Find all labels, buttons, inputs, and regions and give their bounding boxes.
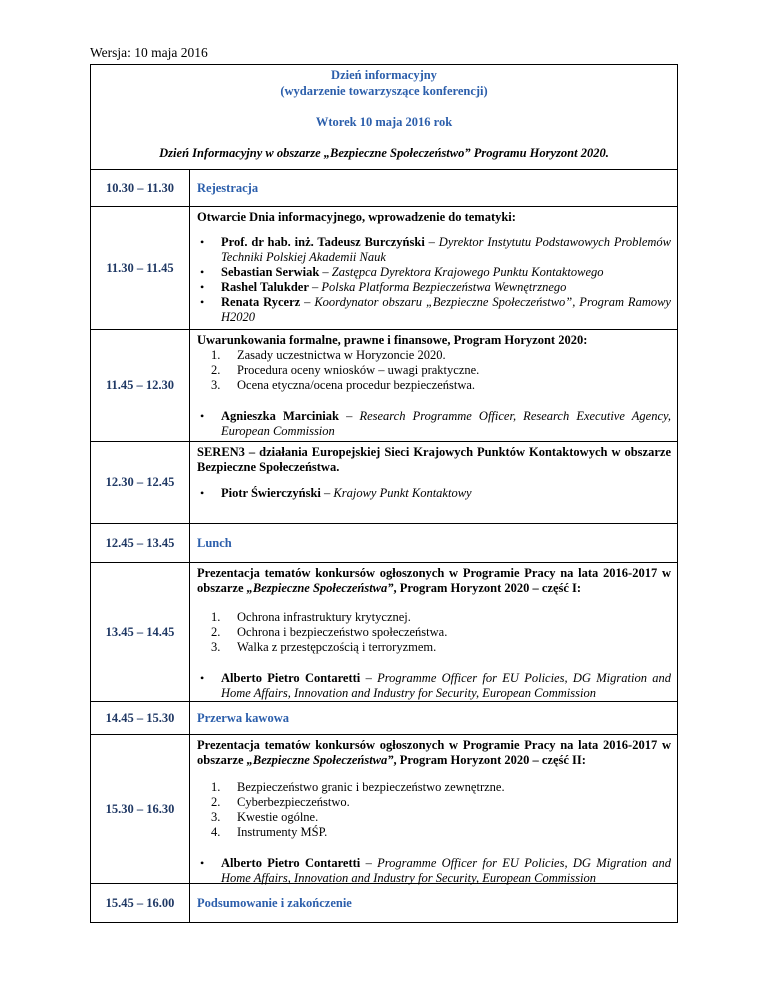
agenda-row — [91, 735, 677, 884]
speaker-name: Renata Rycerz — [221, 295, 301, 309]
session-content — [190, 702, 677, 734]
topic-item — [197, 780, 671, 795]
topic-text: Walka z przestępczością i terroryzmem. — [237, 640, 437, 654]
session-content — [190, 563, 677, 701]
session-title: Rejestracja — [197, 180, 259, 195]
speaker-name: Alberto Pietro Contaretti — [221, 856, 361, 870]
topic-text: Bezpieczeństwo granic i bezpieczeństwo zewnętrzne. — [237, 780, 505, 794]
session-title: Uwarunkowania formalne, prawne i finansowe, Program Horyzont 2020: — [197, 333, 588, 347]
topic-item — [197, 640, 671, 655]
topic-item — [197, 810, 671, 825]
topic-number: 2. — [211, 625, 221, 639]
topic-item — [197, 795, 671, 810]
agenda-row — [91, 563, 677, 702]
speaker-list — [197, 235, 671, 325]
topic-number: 2. — [211, 795, 221, 809]
speaker-role: Krajowy Punkt Kontaktowy — [333, 486, 472, 500]
topic-item — [197, 625, 671, 640]
speaker-role: Dyrektor Instytutu Podstawowych Problemów Techniki Polskiej Akademii Nauk — [221, 235, 671, 264]
topic-item — [197, 348, 671, 363]
topic-item — [197, 610, 671, 625]
speaker-list — [197, 486, 671, 501]
speaker-item: • Rashel Talukder – Polska Platforma Bezpieczeństwa Wewnętrznego — [197, 280, 671, 295]
agenda-row — [91, 884, 677, 922]
session-title: Lunch — [197, 535, 232, 550]
speaker-role: Koordynator obszaru „Bezpieczne Społeczeństwo”, Program Ramowy H2020 — [221, 295, 671, 324]
session-title: Przerwa kawowa — [197, 710, 289, 725]
topic-text: Ochrona i bezpieczeństwo społeczeństwa. — [237, 625, 448, 639]
topic-number: 3. — [211, 810, 221, 824]
session-title: Podsumowanie i zakończenie — [197, 895, 352, 910]
agenda-table — [90, 64, 678, 923]
session-title-part: , Program Horyzont 2020 – część I: — [393, 581, 582, 595]
agenda-row — [91, 442, 677, 524]
speaker-list — [197, 856, 671, 886]
topic-number: 2. — [211, 363, 221, 377]
session-title — [197, 566, 671, 596]
speaker-name: Sebastian Serwiak — [221, 265, 320, 279]
speaker-item: • Renata Rycerz – Koordynator obszaru „Bezpieczne Społeczeństwo”, Program Ramowy H2020 — [197, 295, 671, 325]
topic-item — [197, 363, 671, 378]
topic-item — [197, 825, 671, 840]
agenda-row — [91, 702, 677, 735]
speaker-role: Programme Officer for EU Policies, DG Migration and Home Affairs, Innovation and Industry for Security, European Commission — [221, 856, 671, 885]
speaker-role: Research Programme Officer, Research Executive Agency, European Commission — [221, 409, 671, 438]
topic-number: 4. — [211, 825, 221, 839]
session-title — [197, 738, 671, 768]
speaker-name: Prof. dr hab. inż. Tadeusz Burczyński — [221, 235, 425, 249]
session-content — [190, 170, 677, 206]
topic-number: 1. — [211, 610, 221, 624]
time-slot: 10.30 – 11.30 — [91, 170, 190, 206]
event-topic: Dzień Informacyjny w obszarze „Bezpieczne Społeczeństwo” Programu Horyzont 2020. — [159, 146, 609, 160]
session-title: Otwarcie Dnia informacyjnego, wprowadzenie do tematyki: — [197, 210, 516, 224]
speaker-role: Programme Officer for EU Policies, DG Migration and Home Affairs, Innovation and Industry for Security, European Commission — [221, 671, 671, 700]
topic-text: Kwestie ogólne. — [237, 810, 319, 824]
speaker-name: Agnieszka Marciniak — [221, 409, 339, 423]
time-slot: 14.45 – 15.30 — [91, 702, 190, 734]
topic-text: Ocena etyczna/ocena procedur bezpieczeństwa. — [237, 378, 476, 392]
agenda-row — [91, 207, 677, 330]
speaker-item: • Piotr Świerczyński – Krajowy Punkt Kontaktowy — [197, 486, 671, 501]
speaker-role: Zastępca Dyrektora Krajowego Punktu Kontaktowego — [331, 265, 604, 279]
session-title-part: , Program Horyzont 2020 – część II: — [393, 753, 586, 767]
topic-number: 1. — [211, 348, 221, 362]
topic-text: Procedura oceny wniosków – uwagi praktyczne. — [237, 363, 480, 377]
speaker-item: • Sebastian Serwiak – Zastępca Dyrektora Krajowego Punktu Kontaktowego — [197, 265, 671, 280]
speaker-list — [197, 409, 671, 439]
time-slot: 11.30 – 11.45 — [91, 207, 190, 329]
event-subtitle: (wydarzenie towarzyszące konferencji) — [280, 84, 488, 98]
speaker-name: Alberto Pietro Contaretti — [221, 671, 361, 685]
topic-list — [197, 348, 671, 393]
topic-text: Cyberbezpieczeństwo. — [237, 795, 350, 809]
topic-text: Instrumenty MŚP. — [237, 825, 328, 839]
agenda-header — [91, 65, 677, 170]
topic-list — [197, 610, 671, 655]
event-date: Wtorek 10 maja 2016 rok — [315, 115, 453, 129]
session-content — [190, 884, 677, 922]
time-slot: 12.45 – 13.45 — [91, 524, 190, 562]
speaker-item: • Alberto Pietro Contaretti – Programme Officer for EU Policies, DG Migration and Home Affairs, Innovation and Industry for Security, European Commission — [197, 671, 671, 701]
agenda-row — [91, 330, 677, 442]
speaker-role: Polska Platforma Bezpieczeństwa Wewnętrznego — [321, 280, 567, 294]
topic-number: 3. — [211, 378, 221, 392]
speaker-name: Rashel Talukder — [221, 280, 309, 294]
session-title-emphasis: „Bezpieczne Społeczeństwa” — [246, 581, 394, 595]
topic-number: 3. — [211, 640, 221, 654]
session-content — [190, 330, 677, 441]
agenda-row — [91, 170, 677, 207]
speaker-item: • Agnieszka Marciniak – Research Programme Officer, Research Executive Agency, European Commission — [197, 409, 671, 439]
time-slot: 12.30 – 12.45 — [91, 442, 190, 523]
time-slot: 13.45 – 14.45 — [91, 563, 190, 701]
session-title-part: Prezentacja tematów konkursów ogłoszonych w Programie Pracy na lata 2016-2017 w obszarze — [197, 738, 671, 767]
topic-item — [197, 378, 671, 393]
session-title-part: Prezentacja tematów konkursów ogłoszonych w Programie Pracy na lata 2016-2017 w obszarze — [197, 566, 671, 595]
time-slot: 15.45 – 16.00 — [91, 884, 190, 922]
topic-text: Ochrona infrastruktury krytycznej. — [237, 610, 411, 624]
topic-list — [197, 780, 671, 840]
event-title: Dzień informacyjny — [331, 68, 437, 82]
speaker-list — [197, 671, 671, 701]
topic-text: Zasady uczestnictwa w Horyzoncie 2020. — [237, 348, 446, 362]
session-content — [190, 442, 677, 523]
session-content — [190, 207, 677, 329]
speaker-item: • Prof. dr hab. inż. Tadeusz Burczyński – Dyrektor Instytutu Podstawowych Problemów Techniki Polskiej Akademii Nauk — [197, 235, 671, 265]
time-slot: 11.45 – 12.30 — [91, 330, 190, 441]
speaker-name: Piotr Świerczyński — [221, 486, 321, 500]
speaker-item: • Alberto Pietro Contaretti – Programme Officer for EU Policies, DG Migration and Home Affairs, Innovation and Industry for Security, European Commission — [197, 856, 671, 886]
session-content — [190, 524, 677, 562]
time-slot: 15.30 – 16.30 — [91, 735, 190, 883]
agenda-row — [91, 524, 677, 563]
session-title-emphasis: „Bezpieczne Społeczeństwa” — [246, 753, 394, 767]
session-content — [190, 735, 677, 883]
session-title: SEREN3 – działania Europejskiej Sieci Krajowych Punktów Kontaktowych w obszarze Bezpieczne Społeczeństwa. — [197, 445, 671, 474]
document-version: Wersja: 10 maja 2016 — [90, 45, 208, 60]
topic-number: 1. — [211, 780, 221, 794]
